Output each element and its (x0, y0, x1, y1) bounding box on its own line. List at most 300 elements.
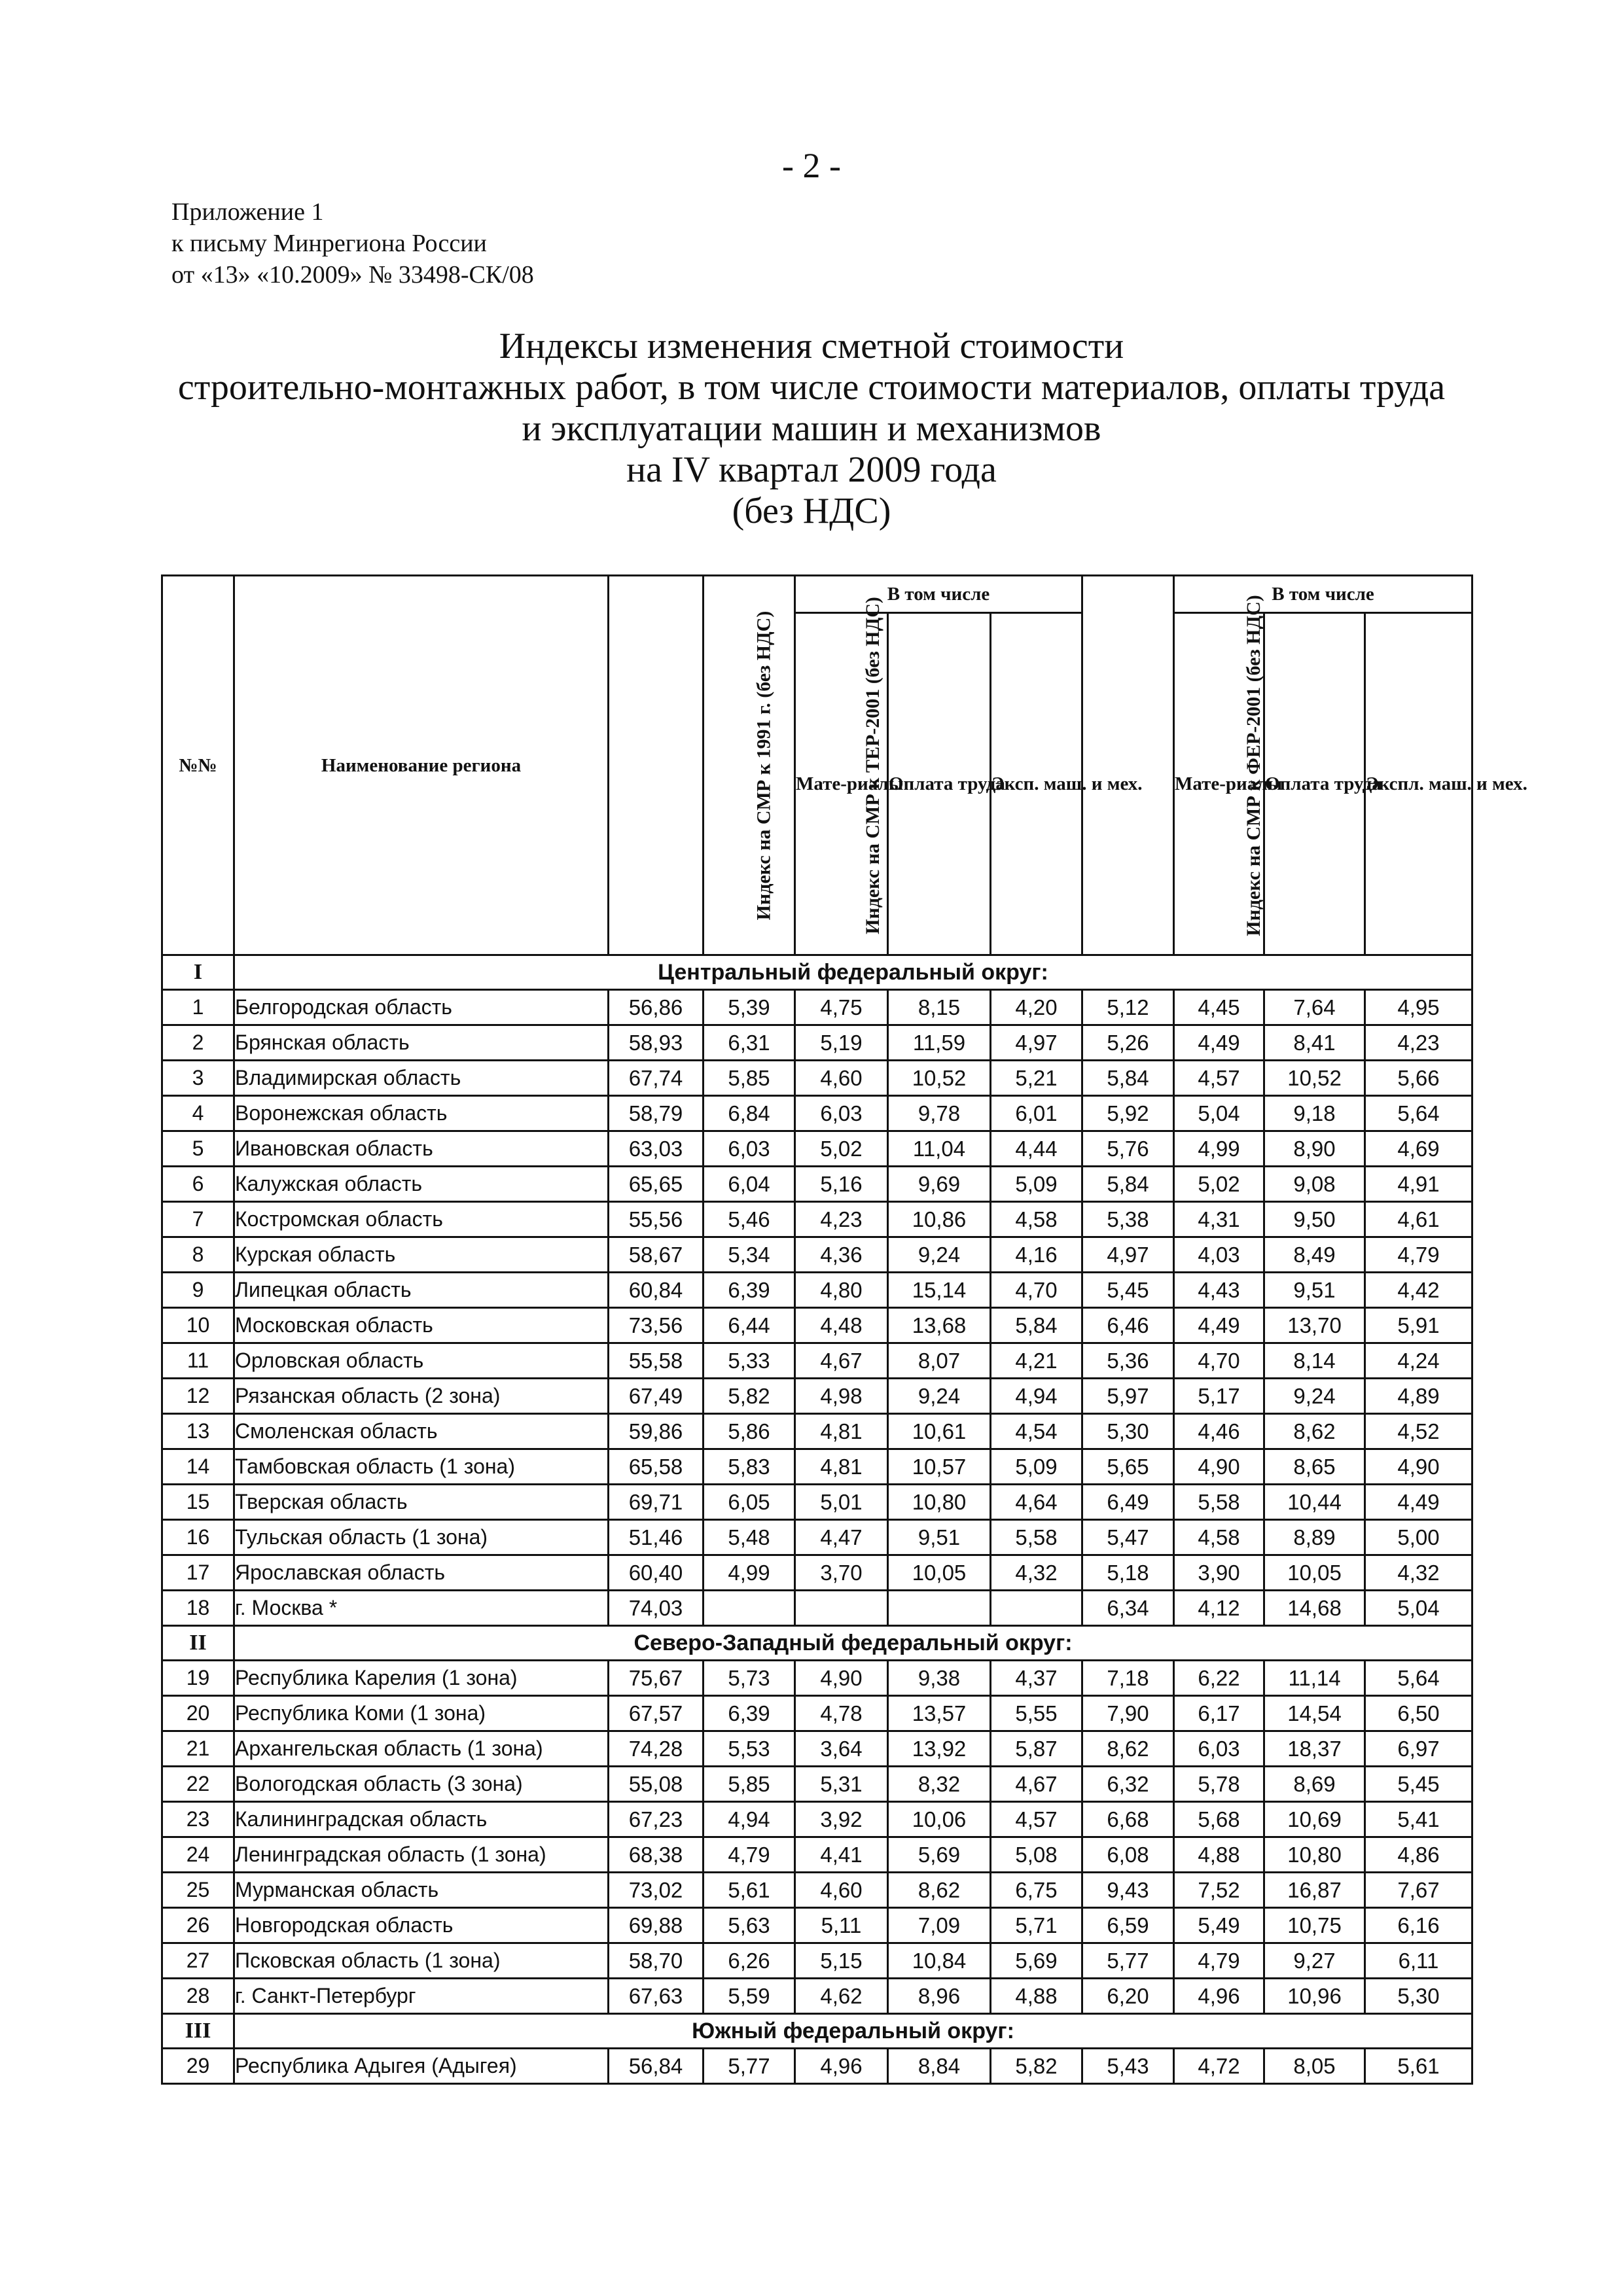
table-row (162, 1414, 1472, 1449)
section-number: II (162, 1626, 234, 1661)
index-value: 4,96 (1174, 1979, 1264, 2014)
index-value: 6,05 (704, 1485, 795, 1520)
row-number: 17 (162, 1555, 234, 1591)
index-value: 10,69 (1264, 1802, 1365, 1837)
index-value: 11,14 (1264, 1661, 1365, 1696)
row-number: 14 (162, 1449, 234, 1485)
index-value: 18,37 (1264, 1731, 1365, 1767)
region-name: Орловская область (234, 1343, 609, 1379)
index-value: 10,44 (1264, 1485, 1365, 1520)
index-value: 4,58 (991, 1202, 1082, 1237)
index-table (161, 574, 1527, 2085)
region-name: Смоленская область (234, 1414, 609, 1449)
index-value: 65,65 (609, 1167, 704, 1202)
index-value: 4,62 (795, 1979, 888, 2014)
index-value: 67,63 (609, 1979, 704, 2014)
region-name: Калужская область (234, 1167, 609, 1202)
index-value: 4,60 (795, 1061, 888, 1096)
index-value: 4,52 (1365, 1414, 1472, 1449)
appendix-line: от «13» «10.2009» № 33498-СК/08 (171, 261, 534, 289)
region-name: Республика Карелия (1 зона) (234, 1661, 609, 1696)
index-value: 4,31 (1174, 1202, 1264, 1237)
index-value: 67,49 (609, 1379, 704, 1414)
index-value: 10,52 (888, 1061, 991, 1096)
index-value: 58,79 (609, 1096, 704, 1131)
index-value: 4,42 (1365, 1273, 1472, 1308)
index-value: 5,31 (795, 1767, 888, 1802)
index-value: 5,64 (1365, 1661, 1472, 1696)
index-value: 6,04 (704, 1167, 795, 1202)
index-value: 9,51 (888, 1520, 991, 1555)
index-value: 5,84 (991, 1308, 1082, 1343)
title-line: (без НДС) (732, 491, 891, 531)
table-row (162, 1555, 1472, 1591)
index-value: 58,70 (609, 1943, 704, 1979)
index-value: 5,02 (1174, 1167, 1264, 1202)
index-value: 5,59 (704, 1979, 795, 2014)
row-number: 12 (162, 1379, 234, 1414)
index-value: 5,66 (1365, 1061, 1472, 1096)
index-value: 8,32 (888, 1767, 991, 1802)
region-name: Вологодская область (3 зона) (234, 1767, 609, 1802)
index-value: 4,49 (1365, 1485, 1472, 1520)
index-value: 5,84 (1082, 1167, 1174, 1202)
row-number: 18 (162, 1591, 234, 1626)
index-value: 5,69 (991, 1943, 1082, 1979)
section-name: Центральный федеральный округ: (234, 955, 1472, 990)
header-materials-1: Мате-риалы (795, 613, 888, 955)
index-value: 10,05 (1264, 1555, 1365, 1591)
index-value: 5,39 (704, 990, 795, 1025)
index-value: 8,62 (1082, 1731, 1174, 1767)
index-value: 4,79 (704, 1837, 795, 1873)
index-value: 4,90 (795, 1661, 888, 1696)
index-value: 5,12 (1082, 990, 1174, 1025)
region-name: Республика Адыгея (Адыгея) (234, 2049, 609, 2084)
index-value: 13,57 (888, 1696, 991, 1731)
row-number: 23 (162, 1802, 234, 1837)
index-value (704, 1591, 795, 1626)
row-number: 2 (162, 1025, 234, 1061)
region-name: Рязанская область (2 зона) (234, 1379, 609, 1414)
index-value: 8,89 (1264, 1520, 1365, 1555)
index-value: 65,58 (609, 1449, 704, 1485)
table-row (162, 1379, 1472, 1414)
header-including-2: В том числе (1174, 576, 1472, 613)
index-value: 9,18 (1264, 1096, 1365, 1131)
row-number: 21 (162, 1731, 234, 1767)
index-value: 11,04 (888, 1131, 991, 1167)
index-value: 6,46 (1082, 1308, 1174, 1343)
row-number: 7 (162, 1202, 234, 1237)
index-value: 4,91 (1365, 1167, 1472, 1202)
index-value: 68,38 (609, 1837, 704, 1873)
index-value: 4,03 (1174, 1237, 1264, 1273)
index-value: 4,23 (1365, 1025, 1472, 1061)
table-row (162, 1696, 1472, 1731)
index-value: 58,67 (609, 1237, 704, 1273)
index-value: 4,41 (795, 1837, 888, 1873)
index-value: 9,08 (1264, 1167, 1365, 1202)
index-value: 5,85 (704, 1061, 795, 1096)
index-value: 74,28 (609, 1731, 704, 1767)
table-row (162, 1449, 1472, 1485)
index-value: 55,56 (609, 1202, 704, 1237)
index-value: 4,24 (1365, 1343, 1472, 1379)
index-value: 8,05 (1264, 2049, 1365, 2084)
index-value: 6,44 (704, 1308, 795, 1343)
index-value: 4,72 (1174, 2049, 1264, 2084)
table-row (162, 1237, 1472, 1273)
index-value: 56,86 (609, 990, 704, 1025)
index-value: 5,49 (1174, 1908, 1264, 1943)
region-name: Калининградская область (234, 1802, 609, 1837)
index-value: 10,86 (888, 1202, 991, 1237)
index-value: 8,41 (1264, 1025, 1365, 1061)
index-value: 6,68 (1082, 1802, 1174, 1837)
index-value: 4,90 (1174, 1449, 1264, 1485)
index-value: 5,26 (1082, 1025, 1174, 1061)
index-value: 4,94 (991, 1379, 1082, 1414)
table-row (162, 1591, 1472, 1626)
index-value: 5,87 (991, 1731, 1082, 1767)
row-number: 24 (162, 1837, 234, 1873)
title-line: и эксплуатации машин и механизмов (522, 408, 1101, 449)
index-value: 6,11 (1365, 1943, 1472, 1979)
index-value: 4,57 (991, 1802, 1082, 1837)
header-including-1: В том числе (795, 576, 1082, 613)
index-value: 4,70 (1174, 1343, 1264, 1379)
table-row (162, 1520, 1472, 1555)
header-labor-1: Оплата труда (888, 613, 991, 955)
index-value: 4,99 (704, 1555, 795, 1591)
table-row (162, 1202, 1472, 1237)
index-value: 4,88 (991, 1979, 1082, 2014)
index-value: 5,48 (704, 1520, 795, 1555)
region-name: Курская область (234, 1237, 609, 1273)
index-value: 4,60 (795, 1873, 888, 1908)
row-number: 25 (162, 1873, 234, 1908)
row-number: 8 (162, 1237, 234, 1273)
index-value: 4,70 (991, 1273, 1082, 1308)
index-value: 6,26 (704, 1943, 795, 1979)
index-value: 8,07 (888, 1343, 991, 1379)
index-value (795, 1591, 888, 1626)
region-name: Тверская область (234, 1485, 609, 1520)
header-num: №№ (162, 576, 234, 955)
index-value: 5,92 (1082, 1096, 1174, 1131)
header-machines-2: Экспл. маш. и мех. (1365, 613, 1472, 955)
index-value: 8,15 (888, 990, 991, 1025)
index-value: 6,03 (795, 1096, 888, 1131)
index-value: 6,03 (1174, 1731, 1264, 1767)
header-machines-1: Эксп. маш. и мех. (991, 613, 1082, 955)
index-value: 4,58 (1174, 1520, 1264, 1555)
index-value: 10,52 (1264, 1061, 1365, 1096)
index-value: 14,68 (1264, 1591, 1365, 1626)
index-value: 4,46 (1174, 1414, 1264, 1449)
index-value: 9,78 (888, 1096, 991, 1131)
index-value: 8,62 (1264, 1414, 1365, 1449)
index-value: 58,93 (609, 1025, 704, 1061)
table-row (162, 1873, 1472, 1908)
index-value: 5,64 (1365, 1096, 1472, 1131)
table-row (162, 1837, 1472, 1873)
page-number: - 2 - (782, 146, 841, 185)
index-value: 6,16 (1365, 1908, 1472, 1943)
region-name: Тульская область (1 зона) (234, 1520, 609, 1555)
row-number: 10 (162, 1308, 234, 1343)
index-value: 5,34 (704, 1237, 795, 1273)
section-name: Южный федеральный округ: (234, 2014, 1472, 2049)
row-number: 4 (162, 1096, 234, 1131)
index-value: 4,64 (991, 1485, 1082, 1520)
index-value: 4,21 (991, 1343, 1082, 1379)
index-value: 6,34 (1082, 1591, 1174, 1626)
region-name: Костромская область (234, 1202, 609, 1237)
section-row (162, 1626, 1472, 1661)
row-number: 11 (162, 1343, 234, 1379)
index-value: 4,23 (795, 1202, 888, 1237)
index-value: 16,87 (1264, 1873, 1365, 1908)
table-row (162, 1343, 1472, 1379)
index-value: 56,84 (609, 2049, 704, 2084)
index-value: 6,20 (1082, 1979, 1174, 2014)
index-value: 3,70 (795, 1555, 888, 1591)
index-value: 6,49 (1082, 1485, 1174, 1520)
region-name: Мурманская область (234, 1873, 609, 1908)
index-value: 6,97 (1365, 1731, 1472, 1767)
index-value: 13,70 (1264, 1308, 1365, 1343)
row-number: 13 (162, 1414, 234, 1449)
index-value: 5,09 (991, 1449, 1082, 1485)
row-number: 29 (162, 2049, 234, 2084)
index-value: 59,86 (609, 1414, 704, 1449)
index-value: 6,01 (991, 1096, 1082, 1131)
table-row (162, 1096, 1472, 1131)
index-value: 10,96 (1264, 1979, 1365, 2014)
region-name: Архангельская область (1 зона) (234, 1731, 609, 1767)
index-value: 63,03 (609, 1131, 704, 1167)
region-name: Брянская область (234, 1025, 609, 1061)
index-value: 7,67 (1365, 1873, 1472, 1908)
title-line: на IV квартал 2009 года (626, 450, 997, 490)
index-value: 6,03 (704, 1131, 795, 1167)
region-name: Ярославская область (234, 1555, 609, 1591)
index-value: 4,32 (991, 1555, 1082, 1591)
index-value: 10,75 (1264, 1908, 1365, 1943)
header-index-ter-text: Индекс на СМР к ТЕР-2001 (без НДС) (861, 596, 883, 934)
row-number: 26 (162, 1908, 234, 1943)
region-name: Тамбовская область (1 зона) (234, 1449, 609, 1485)
index-value: 4,44 (991, 1131, 1082, 1167)
region-name: Белгородская область (234, 990, 609, 1025)
table-row (162, 1979, 1472, 2014)
index-value: 10,06 (888, 1802, 991, 1837)
index-value: 4,79 (1174, 1943, 1264, 1979)
index-value: 55,08 (609, 1767, 704, 1802)
index-value: 9,24 (1264, 1379, 1365, 1414)
index-value: 5,91 (1365, 1308, 1472, 1343)
index-value: 9,24 (888, 1237, 991, 1273)
index-value: 10,80 (888, 1485, 991, 1520)
header-index-fer-text: Индекс на СМР к ФЕР-2001 (без НДС) (1242, 594, 1264, 936)
index-value: 5,30 (1082, 1414, 1174, 1449)
appendix-line: к письму Минрегиона России (171, 230, 487, 257)
index-value: 5,83 (704, 1449, 795, 1485)
index-value: 9,43 (1082, 1873, 1174, 1908)
index-value: 5,76 (1082, 1131, 1174, 1167)
header-region: Наименование региона (234, 576, 609, 955)
index-value: 4,96 (795, 2049, 888, 2084)
index-value: 5,69 (888, 1837, 991, 1873)
table-row (162, 1167, 1472, 1202)
index-value: 5,43 (1082, 2049, 1174, 2084)
index-value: 5,38 (1082, 1202, 1174, 1237)
index-value: 14,54 (1264, 1696, 1365, 1731)
region-name: Ивановская область (234, 1131, 609, 1167)
index-value: 4,81 (795, 1414, 888, 1449)
index-value: 4,67 (795, 1343, 888, 1379)
index-value: 10,80 (1264, 1837, 1365, 1873)
index-value: 8,49 (1264, 1237, 1365, 1273)
index-value: 5,21 (991, 1061, 1082, 1096)
row-number: 3 (162, 1061, 234, 1096)
index-value: 5,84 (1082, 1061, 1174, 1096)
index-value: 5,85 (704, 1767, 795, 1802)
index-value: 4,37 (991, 1661, 1082, 1696)
index-value: 5,58 (991, 1520, 1082, 1555)
row-number: 22 (162, 1767, 234, 1802)
index-value: 5,17 (1174, 1379, 1264, 1414)
index-value: 5,46 (704, 1202, 795, 1237)
row-number: 1 (162, 990, 234, 1025)
index-value: 75,67 (609, 1661, 704, 1696)
index-value: 5,02 (795, 1131, 888, 1167)
index-value: 10,84 (888, 1943, 991, 1979)
index-value: 5,71 (991, 1908, 1082, 1943)
index-value: 4,36 (795, 1237, 888, 1273)
index-value: 11,59 (888, 1025, 991, 1061)
index-value: 4,61 (1365, 1202, 1472, 1237)
region-name: Владимирская область (234, 1061, 609, 1096)
index-value: 5,09 (991, 1167, 1082, 1202)
index-value: 4,32 (1365, 1555, 1472, 1591)
index-value: 8,84 (888, 2049, 991, 2084)
index-value: 4,49 (1174, 1025, 1264, 1061)
index-value: 6,39 (704, 1273, 795, 1308)
index-value: 5,00 (1365, 1520, 1472, 1555)
index-value: 6,31 (704, 1025, 795, 1061)
index-value: 6,50 (1365, 1696, 1472, 1731)
table-row (162, 1131, 1472, 1167)
table-row (162, 1943, 1472, 1979)
index-value: 4,54 (991, 1414, 1082, 1449)
index-value: 5,45 (1365, 1767, 1472, 1802)
header-labor-2: Оплата труда (1264, 613, 1365, 955)
index-value: 3,92 (795, 1802, 888, 1837)
title-line: строительно-монтажных работ, в том числе стоимости материалов, оплаты труда (177, 367, 1446, 408)
index-value: 7,64 (1264, 990, 1365, 1025)
index-value: 7,52 (1174, 1873, 1264, 1908)
index-value: 4,99 (1174, 1131, 1264, 1167)
header-index-1991 (609, 576, 775, 955)
region-name: г. Санкт-Петербург (234, 1979, 609, 2014)
index-value: 6,59 (1082, 1908, 1174, 1943)
index-value: 15,14 (888, 1273, 991, 1308)
table-row (162, 1802, 1472, 1837)
index-value: 5,04 (1174, 1096, 1264, 1131)
region-name: Новгородская область (234, 1908, 609, 1943)
index-value: 5,61 (704, 1873, 795, 1908)
index-value: 51,46 (609, 1520, 704, 1555)
index-value: 5,30 (1365, 1979, 1472, 2014)
row-number: 28 (162, 1979, 234, 2014)
index-value: 5,77 (704, 2049, 795, 2084)
index-value: 5,47 (1082, 1520, 1174, 1555)
table-row (162, 1025, 1472, 1061)
index-value: 6,17 (1174, 1696, 1264, 1731)
index-value: 60,84 (609, 1273, 704, 1308)
index-value: 4,88 (1174, 1837, 1264, 1873)
index-value: 9,27 (1264, 1943, 1365, 1979)
index-value: 4,94 (704, 1802, 795, 1837)
index-value: 4,67 (991, 1767, 1082, 1802)
index-value: 3,64 (795, 1731, 888, 1767)
header-materials-2: Мате-риалы (1174, 613, 1264, 955)
index-value: 4,47 (795, 1520, 888, 1555)
table-row (162, 990, 1472, 1025)
index-value: 5,97 (1082, 1379, 1174, 1414)
index-value: 3,90 (1174, 1555, 1264, 1591)
index-value: 9,69 (888, 1167, 991, 1202)
index-value: 73,02 (609, 1873, 704, 1908)
index-value: 60,40 (609, 1555, 704, 1591)
index-value: 5,41 (1365, 1802, 1472, 1837)
section-number: III (162, 2014, 234, 2049)
index-value: 4,43 (1174, 1273, 1264, 1308)
index-value (991, 1591, 1082, 1626)
row-number: 27 (162, 1943, 234, 1979)
index-value (888, 1591, 991, 1626)
index-value: 10,61 (888, 1414, 991, 1449)
index-value: 5,11 (795, 1908, 888, 1943)
index-value: 4,69 (1365, 1131, 1472, 1167)
index-value: 9,24 (888, 1379, 991, 1414)
index-value: 69,88 (609, 1908, 704, 1943)
region-name: Ленинградская область (1 зона) (234, 1837, 609, 1873)
index-value: 8,90 (1264, 1131, 1365, 1167)
index-value: 7,90 (1082, 1696, 1174, 1731)
index-value: 5,08 (991, 1837, 1082, 1873)
index-value: 74,03 (609, 1591, 704, 1626)
section-name: Северо-Западный федеральный округ: (234, 1626, 1472, 1661)
index-value: 10,05 (888, 1555, 991, 1591)
index-value: 4,89 (1365, 1379, 1472, 1414)
table-row (162, 1485, 1472, 1520)
section-number: I (162, 955, 234, 990)
table-row (162, 1273, 1472, 1308)
index-value: 5,61 (1365, 2049, 1472, 2084)
header-index-1991-text: Индекс на СМР к 1991 г. (без НДС) (753, 610, 775, 920)
region-name: Псковская область (1 зона) (234, 1943, 609, 1979)
index-value: 5,68 (1174, 1802, 1264, 1837)
region-name: Московская область (234, 1308, 609, 1343)
row-number: 5 (162, 1131, 234, 1167)
index-value: 9,50 (1264, 1202, 1365, 1237)
index-value: 73,56 (609, 1308, 704, 1343)
index-value: 6,75 (991, 1873, 1082, 1908)
